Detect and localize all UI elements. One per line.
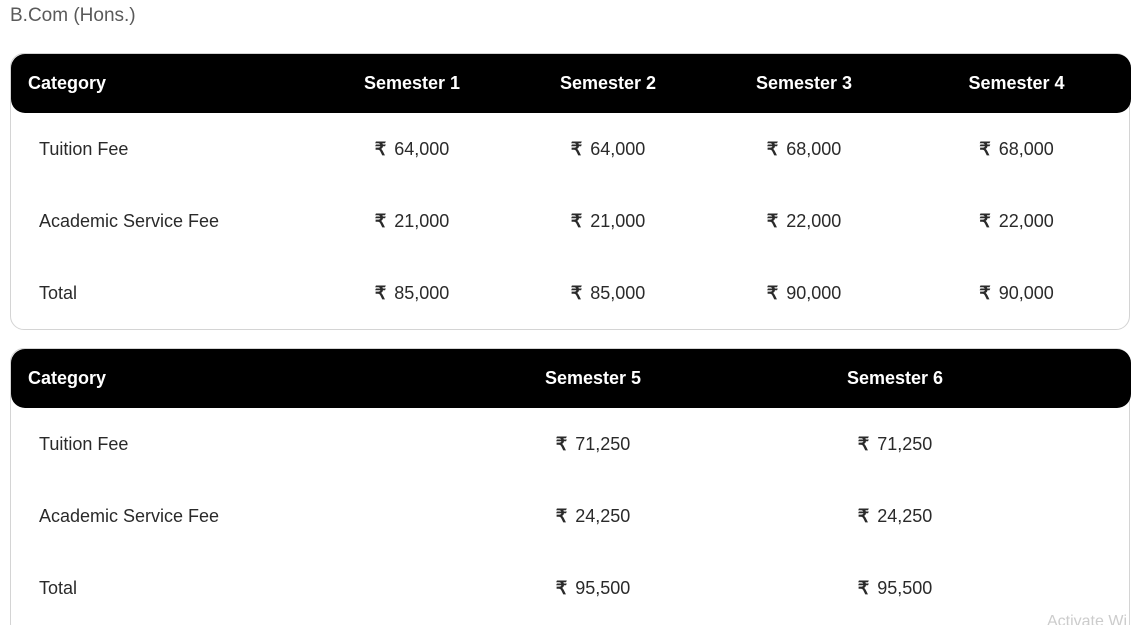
- rupee-icon: ₹: [857, 505, 870, 526]
- column-header-category: Category: [11, 349, 441, 408]
- row-label: Total: [39, 577, 78, 598]
- rupee-icon: ₹: [570, 138, 583, 159]
- rupee-icon: ₹: [555, 577, 568, 598]
- table-header-row: [11, 349, 1131, 408]
- column-header-semester-1: Semester 1: [314, 54, 510, 113]
- table-row-tuition-fee: [11, 408, 1131, 480]
- column-header-semester-5: Semester 5: [441, 349, 745, 408]
- fee-amount: ₹ 95,500: [857, 577, 933, 598]
- table-row-total: [11, 257, 1131, 329]
- fee-amount: ₹ 95,500: [555, 577, 631, 598]
- rupee-icon: ₹: [979, 138, 991, 159]
- fee-amount: ₹ 64,000: [374, 138, 450, 159]
- fee-table-card-semesters-5-6: [10, 348, 1130, 625]
- rupee-icon: ₹: [374, 210, 387, 231]
- column-header-category: Category: [11, 54, 314, 113]
- page-title: B.Com (Hons.): [10, 5, 136, 26]
- column-header-semester-3: Semester 3: [706, 54, 902, 113]
- rupee-icon: ₹: [374, 282, 387, 303]
- fee-amount: ₹ 90,000: [766, 282, 842, 303]
- fee-table-semesters-5-6: [11, 349, 1131, 624]
- rupee-icon: ₹: [555, 505, 568, 526]
- table-row-academic-service-fee: [11, 480, 1131, 552]
- row-label: Academic Service Fee: [39, 210, 220, 231]
- table-header-row: [11, 54, 1131, 113]
- fee-amount: ₹ 71,250: [857, 433, 933, 454]
- column-header-semester-2: Semester 2: [510, 54, 706, 113]
- row-spacer: [1045, 480, 1131, 552]
- row-label: Academic Service Fee: [39, 505, 220, 526]
- header-spacer: [1045, 349, 1131, 408]
- rupee-icon: ₹: [766, 210, 779, 231]
- column-header-semester-4: Semester 4: [902, 54, 1131, 113]
- fee-table-card-semesters-1-4: [10, 53, 1130, 330]
- row-label: Tuition Fee: [39, 433, 129, 454]
- rupee-icon: ₹: [979, 282, 991, 303]
- rupee-icon: ₹: [570, 210, 583, 231]
- table-row-tuition-fee: [11, 113, 1131, 185]
- row-spacer: [1045, 408, 1131, 480]
- fee-amount: ₹ 24,250: [857, 505, 933, 526]
- fee-amount: ₹ 22,000: [766, 210, 842, 231]
- rupee-icon: ₹: [979, 210, 991, 231]
- rupee-icon: ₹: [766, 138, 779, 159]
- rupee-icon: ₹: [374, 138, 387, 159]
- rupee-icon: ₹: [857, 433, 870, 454]
- row-label: Tuition Fee: [39, 138, 129, 159]
- fee-table-semesters-1-4: [11, 54, 1131, 329]
- row-label: Total: [39, 282, 78, 303]
- rupee-icon: ₹: [857, 577, 870, 598]
- fee-amount: ₹ 21,000: [374, 210, 450, 231]
- rupee-icon: ₹: [555, 433, 568, 454]
- fee-amount: ₹ 64,000: [570, 138, 646, 159]
- fee-amount: ₹ 68,000: [979, 138, 1054, 159]
- fee-amount: ₹ 90,000: [979, 282, 1054, 303]
- fee-amount: ₹ 71,250: [555, 433, 631, 454]
- fee-amount: ₹ 85,000: [570, 282, 646, 303]
- fee-amount: ₹ 22,000: [979, 210, 1054, 231]
- column-header-semester-6: Semester 6: [745, 349, 1045, 408]
- table-row-total: [11, 552, 1131, 624]
- os-activation-watermark: Activate Wi: [1046, 613, 1127, 625]
- fee-amount: ₹ 21,000: [570, 210, 646, 231]
- fee-amount: ₹ 68,000: [766, 138, 842, 159]
- rupee-icon: ₹: [766, 282, 779, 303]
- rupee-icon: ₹: [570, 282, 583, 303]
- fee-amount: ₹ 24,250: [555, 505, 631, 526]
- table-row-academic-service-fee: [11, 185, 1131, 257]
- fee-amount: ₹ 85,000: [374, 282, 450, 303]
